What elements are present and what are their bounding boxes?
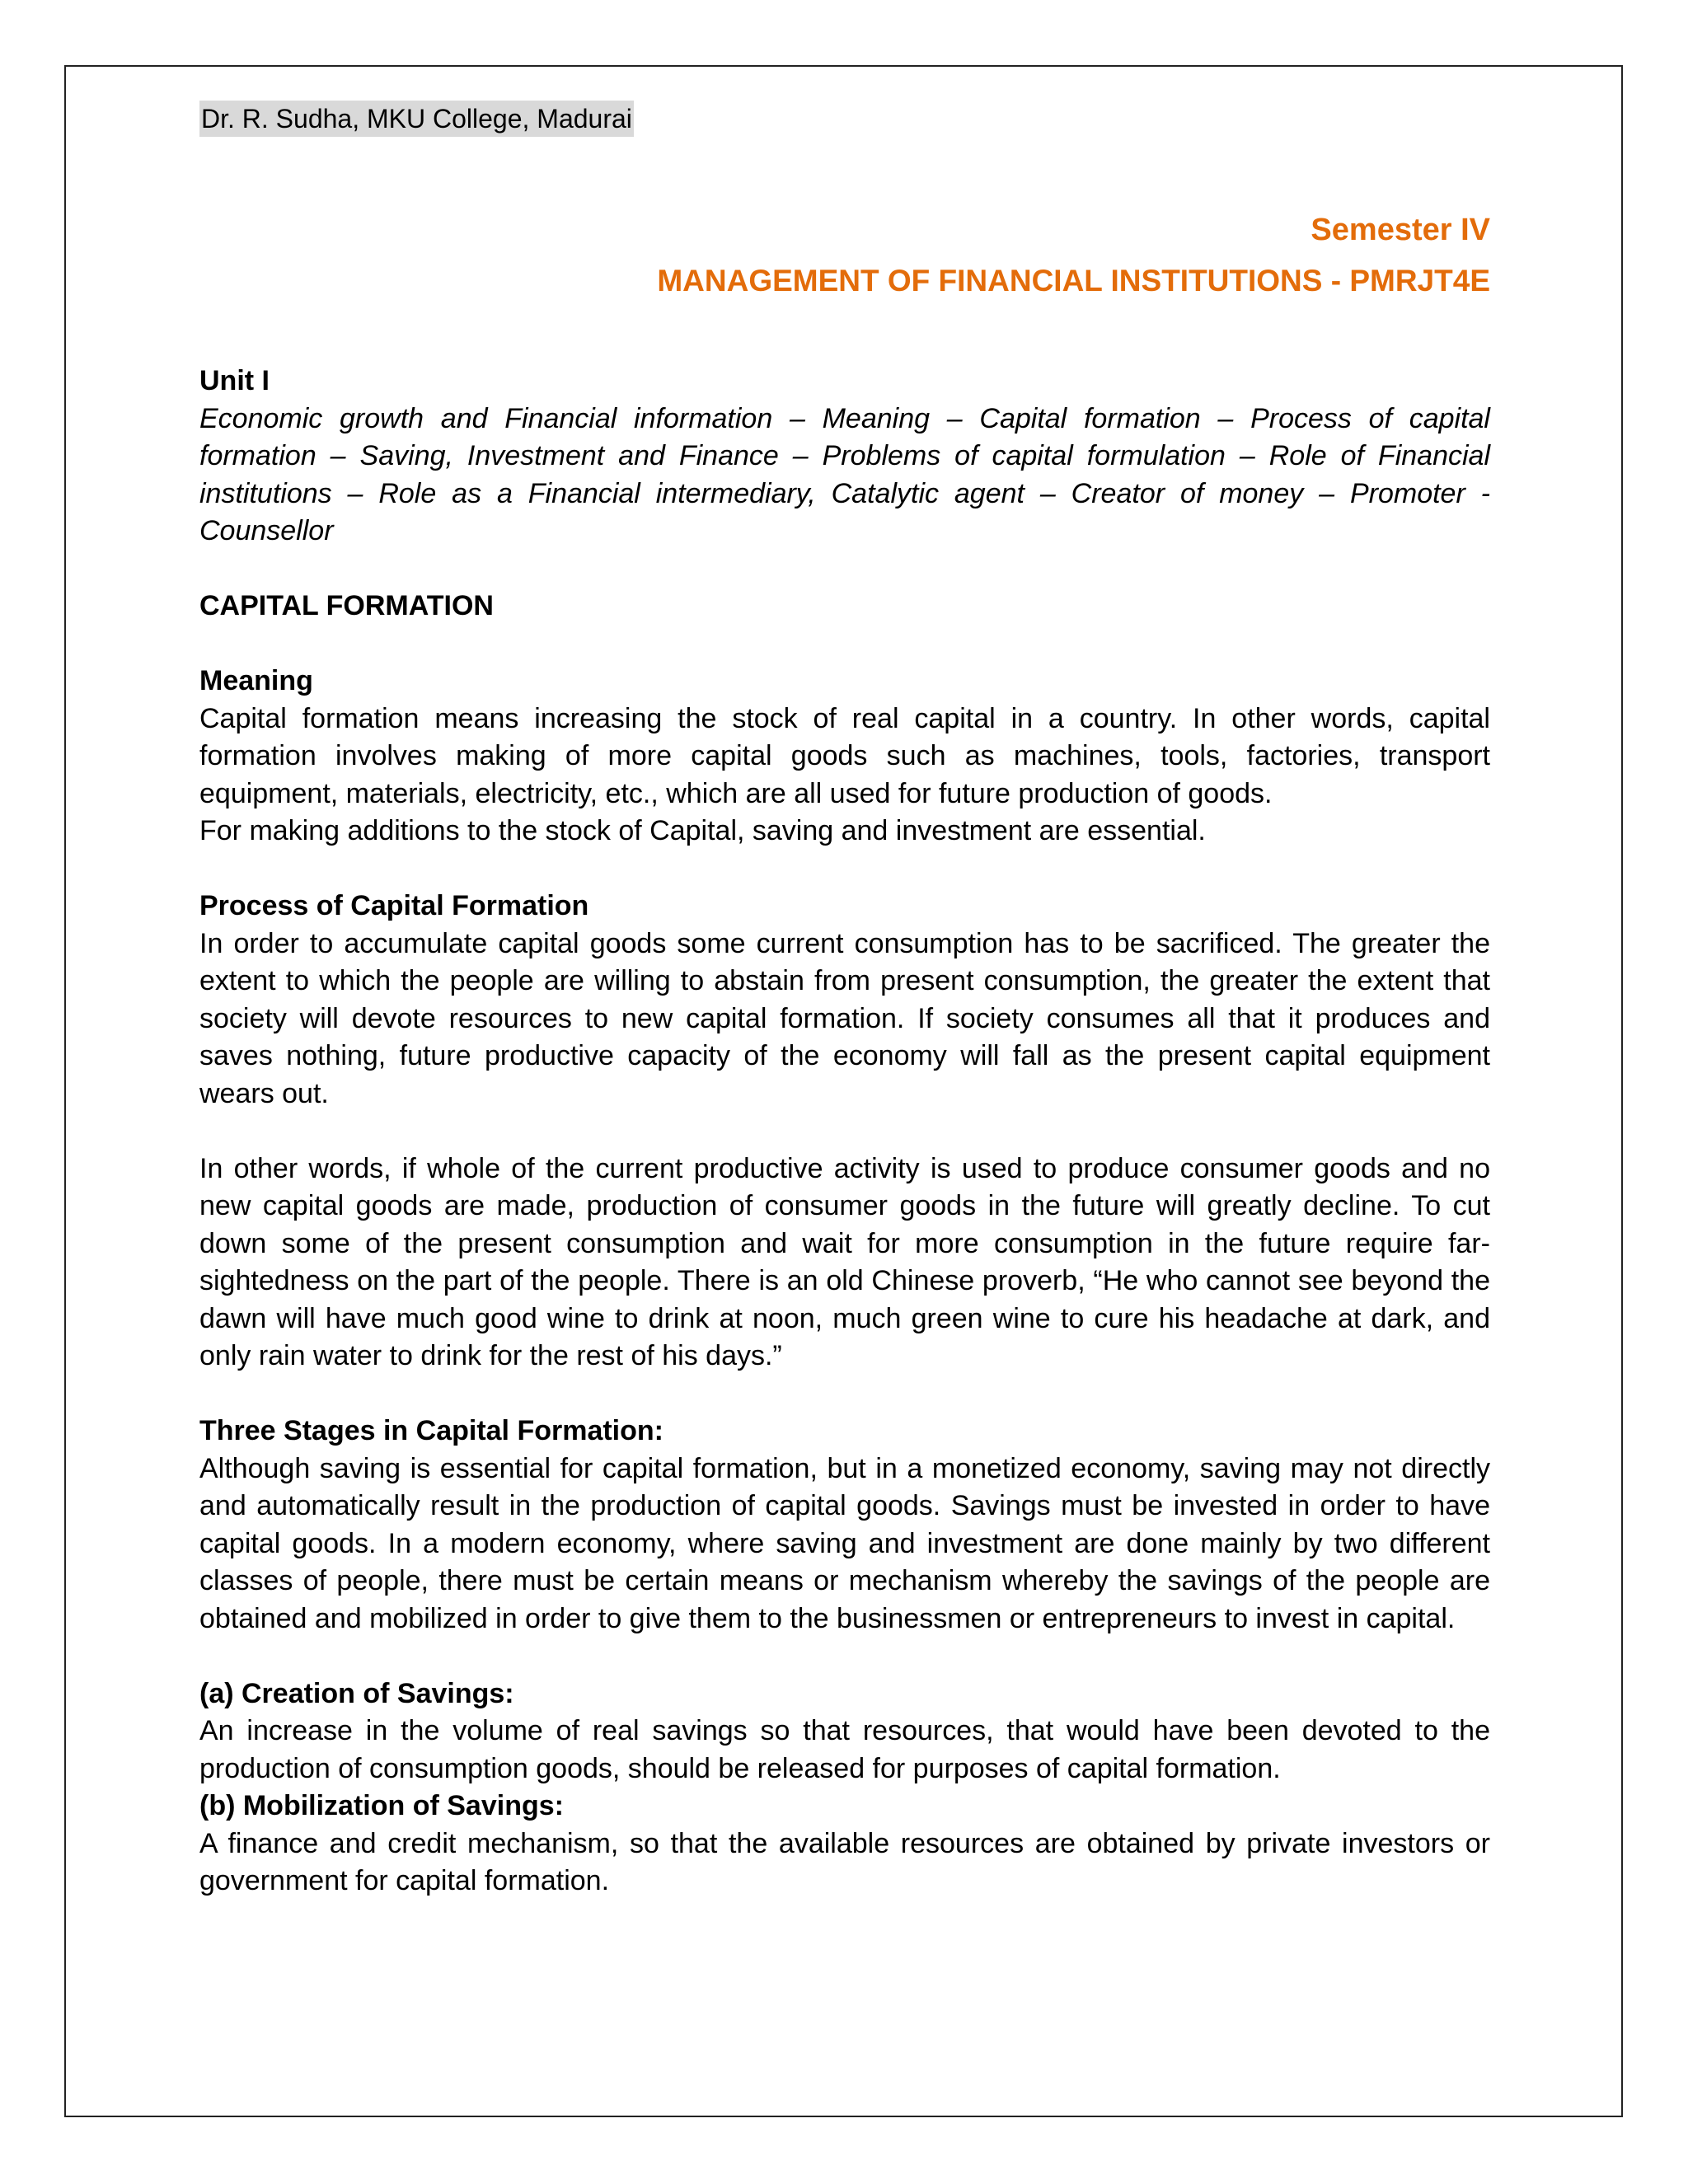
stages-heading: Three Stages in Capital Formation:	[199, 1415, 663, 1446]
process-paragraph: In order to accumulate capital goods some current consumption has to be sacrificed. The greater the extent to which the people are willing to abstain from present consumption, the greater the extent that society will devote resources to new capital formation. If society consumes all that it produces and saves nothing, future productive capacity of the economy will fall as the present capital equipment wears out.	[199, 927, 1490, 1109]
semester-label: Semester IV	[1311, 213, 1490, 247]
process-heading: Process of Capital Formation	[199, 890, 589, 921]
process-paragraph-2: In other words, if whole of the current productive activity is used to produce consumer goods and no new capital goods are made, production of consumer goods in the future will greatly decline. To cut down some of the present consumption and wait for more consumption in the future require far-sightedness on the part of the people. There is an old Chinese proverb, “He who cannot see beyond the dawn will have much good wine to drink at noon, much green wine to cure his headache at dark, and only rain water to drink for the rest of his days.”	[199, 1152, 1490, 1371]
course-header	[657, 204, 1490, 307]
unit-syllabus: Economic growth and Financial information – Meaning – Capital formation – Process of capital formation – Saving, Investment and Finance – Problems of capital formulation – Role of Financial institutions – Role as a Financial intermediary, Catalytic agent – Creator of money – Promoter - Counsellor	[199, 402, 1490, 546]
creation-heading: (a) Creation of Savings:	[199, 1677, 514, 1709]
mobilization-heading: (b) Mobilization of Savings:	[199, 1790, 564, 1821]
creation-paragraph: An increase in the volume of real savings so that resources, that would have been devoted to the production of consumption goods, should be released for purposes of capital formation.	[199, 1715, 1490, 1784]
author-line: Dr. R. Sudha, MKU College, Madurai	[199, 101, 634, 137]
document-body	[199, 363, 1490, 1900]
unit-title: Unit I	[199, 365, 270, 396]
section-title: CAPITAL FORMATION	[199, 590, 494, 621]
meaning-paragraph-2: For making additions to the stock of Capital, saving and investment are essential.	[199, 815, 1206, 846]
stages-paragraph: Although saving is essential for capital formation, but in a monetized economy, saving may not directly and automatically result in the production of capital goods. Savings must be invested in order to have capital goods. In a modern economy, where saving and investment are done mainly by two different classes of people, there must be certain means or mechanism whereby the savings of the people are obtained and mobilized in order to give them to the businessmen or entrepreneurs to invest in capital.	[199, 1452, 1490, 1634]
mobilization-paragraph: A finance and credit mechanism, so that the available resources are obtained by private investors or government for capital formation.	[199, 1827, 1490, 1896]
course-title: MANAGEMENT OF FINANCIAL INSTITUTIONS - PMRJT4E	[657, 264, 1490, 298]
meaning-paragraph: Capital formation means increasing the stock of real capital in a country. In other words, capital formation involves making of more capital goods such as machines, tools, factories, transport equipment, materials, electricity, etc., which are all used for future production of goods.	[199, 702, 1490, 809]
meaning-heading: Meaning	[199, 665, 313, 696]
